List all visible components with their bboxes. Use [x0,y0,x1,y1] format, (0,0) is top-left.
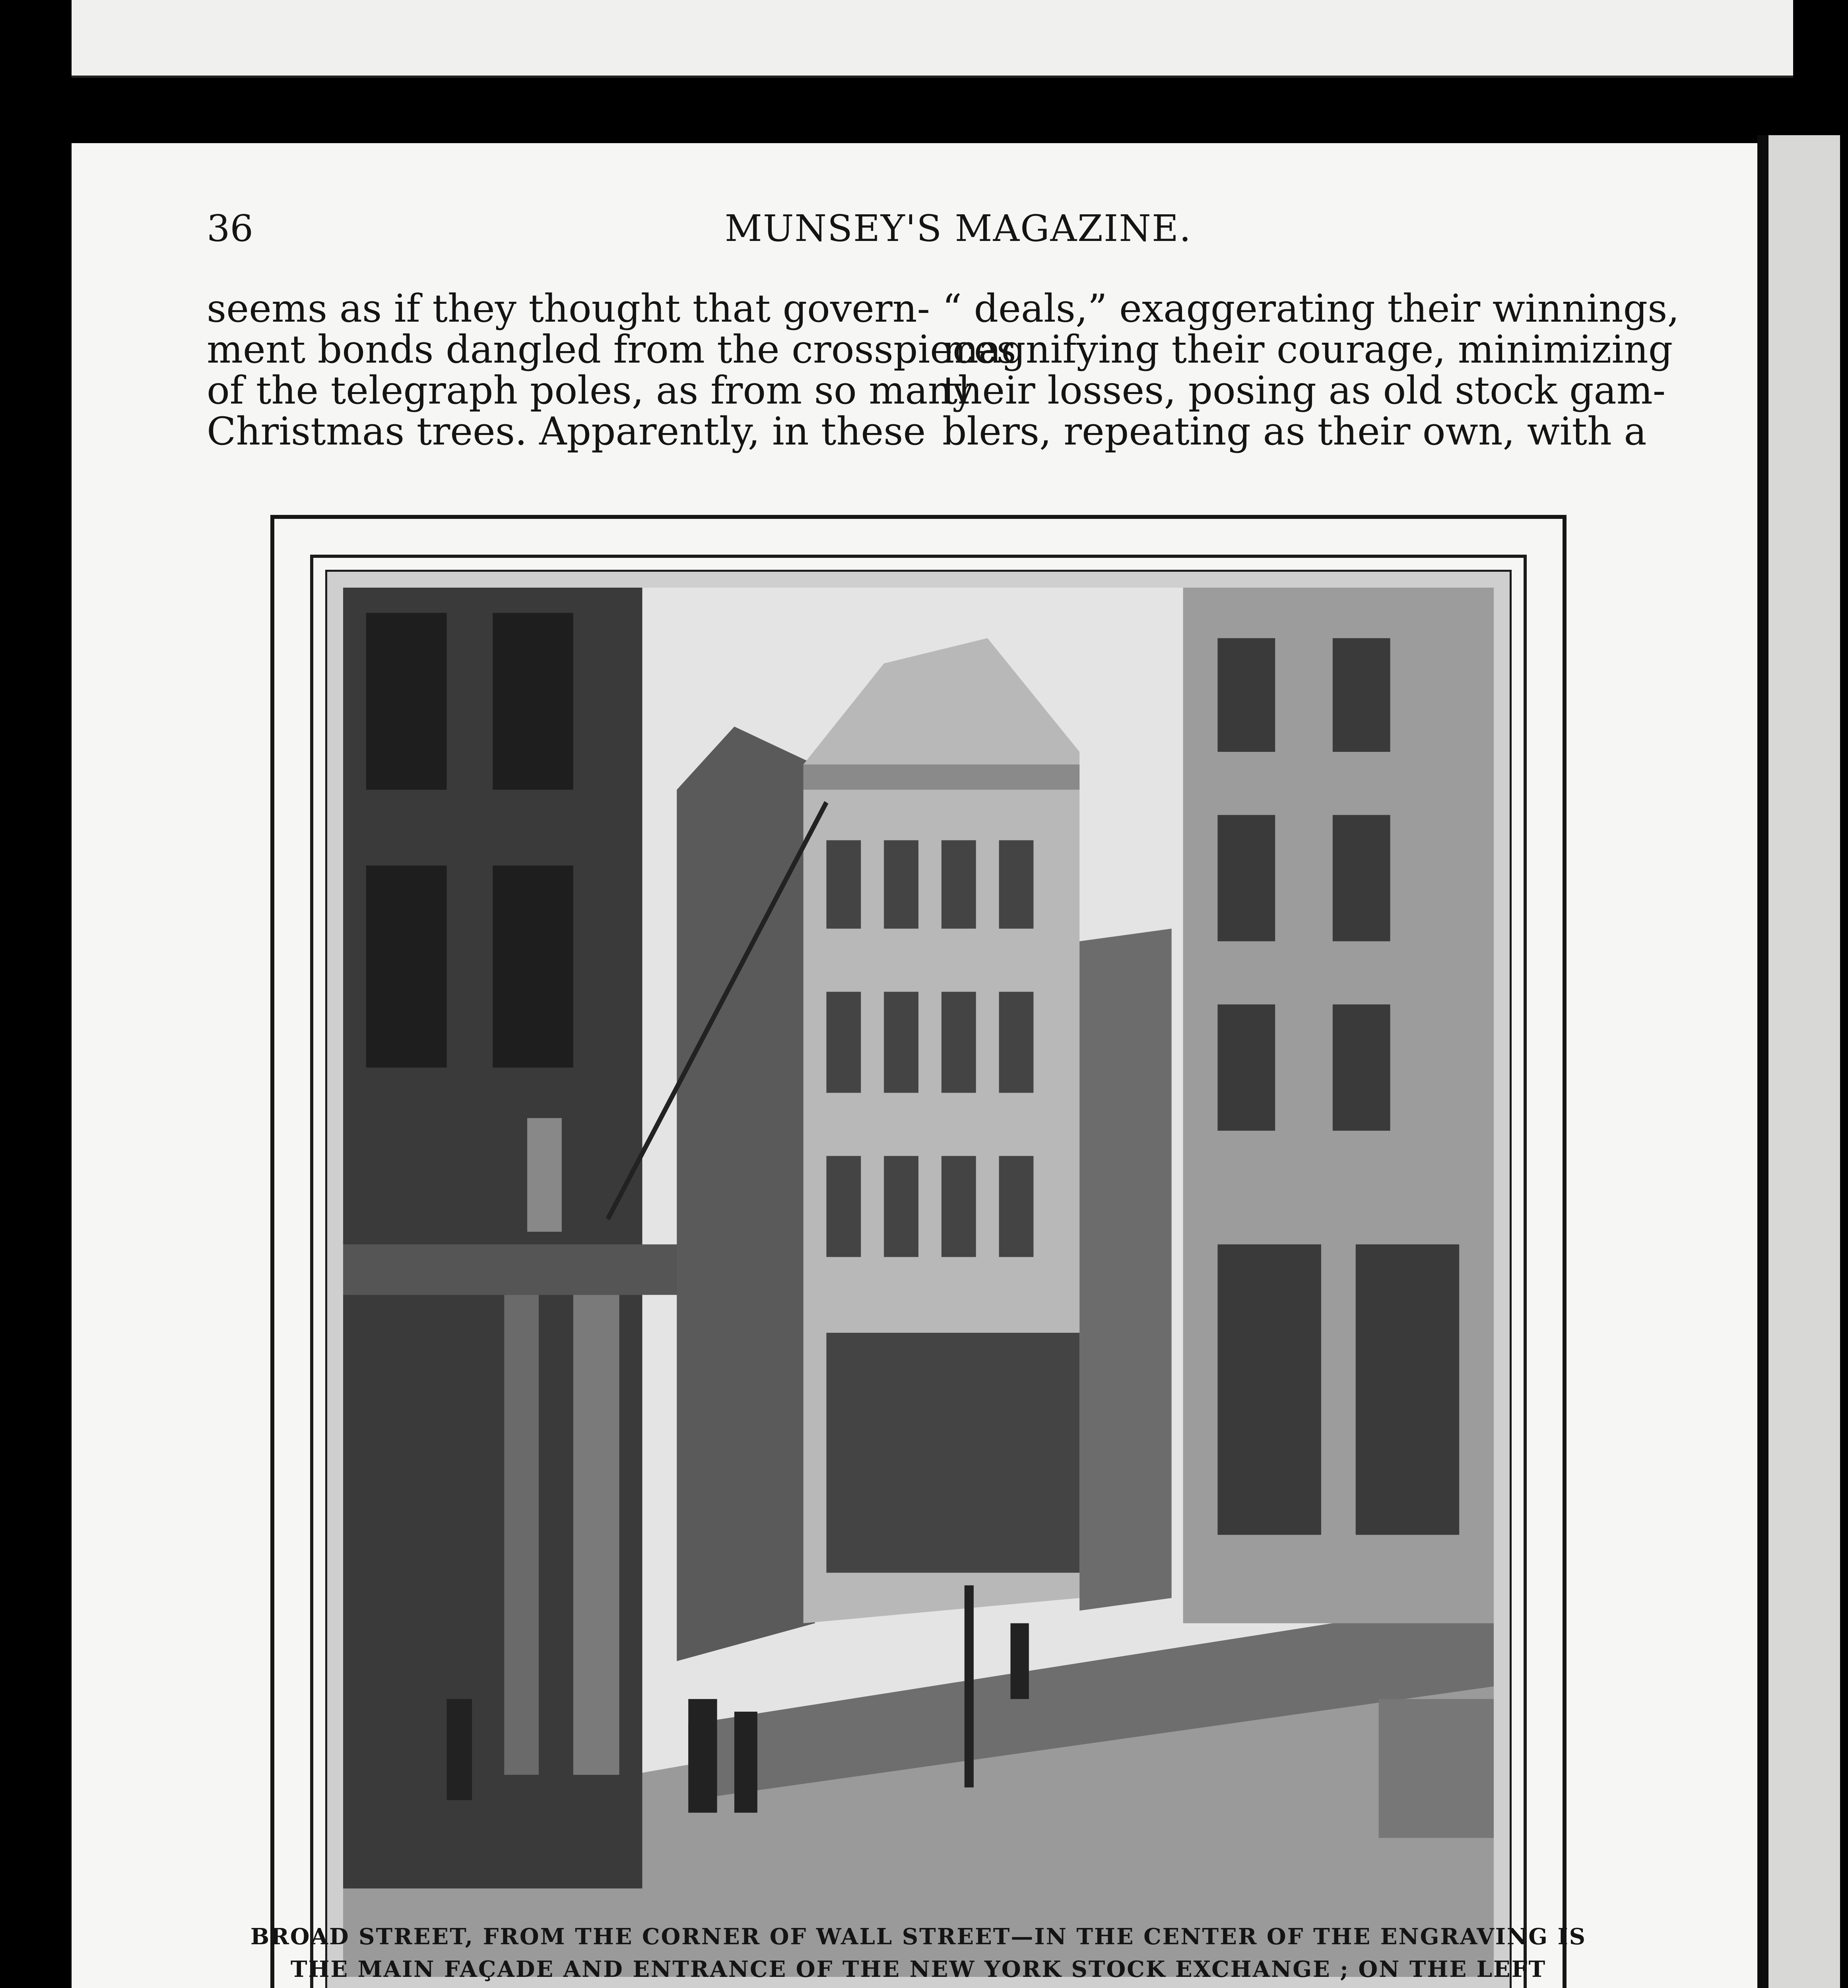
caption-line [223,1986,1614,1988]
column-top-right [942,286,1679,454]
engraving-inner-rule [310,555,1527,1988]
running-head [207,201,1710,256]
text-line: magnifying their courage, minimizing [942,327,1673,372]
magazine-title: MUNSEY'S MAGAZINE. [724,207,1192,250]
text-line: their losses, posing as old stock gam- [942,368,1666,413]
engraving-frame [270,515,1567,1988]
engraving-caption [223,1920,1614,1988]
caption-line: THE MAIN FAÇADE AND ENTRANCE OF THE NEW YORK STOCK EXCHANGE ; ON THE LEFT [290,1956,1547,1982]
magazine-page [72,143,1757,1988]
street-scene-image [343,588,1494,1977]
text-line: “ deals,” exaggerating their winnings, [942,286,1679,331]
text-line: Christmas trees. Apparently, in these [207,409,926,454]
engraving-border [325,570,1512,1988]
engraving-photo [343,588,1494,1977]
page-number: 36 [207,207,254,250]
text-line: of the telegraph poles, as from so many [207,368,974,413]
text-line: seems as if they thought that govern- [207,286,930,331]
book-binding [1757,135,1840,1988]
text-line: ment bonds dangled from the crosspieces [207,327,1016,372]
column-top-left [207,286,1016,454]
caption-line: BROAD STREET, FROM THE CORNER OF WALL STREET—IN THE CENTER OF THE ENGRAVING IS [250,1924,1587,1950]
text-line: blers, repeating as their own, with a [942,409,1647,454]
previous-page-edge [72,0,1793,78]
